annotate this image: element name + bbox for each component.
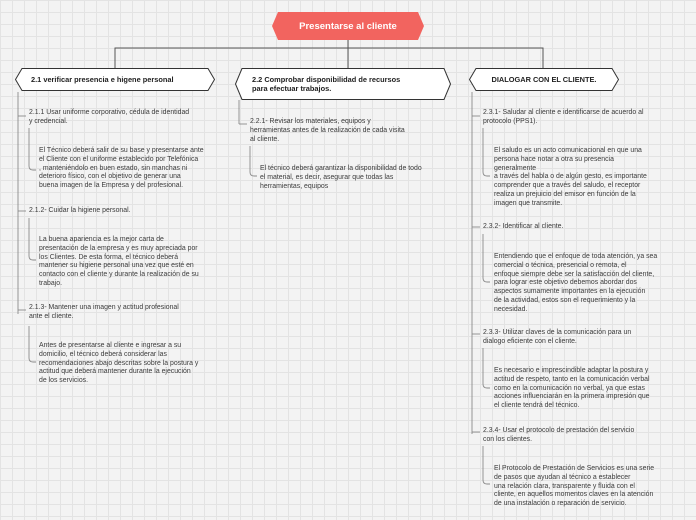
- root-node-title[interactable]: Presentarse al cliente: [299, 20, 397, 32]
- branch-3-label[interactable]: DIALOGAR CON EL CLIENTE.: [491, 74, 597, 84]
- topic-2-1-2-detail: La buena apariencia es la mejor carta de presentación de la empresa y es muy apreciada por los Clientes. De esta forma, el técnico deberá mantener su higiene personal una vez que esté en contacto con el cliente y durante la realización de su trabajo.: [39, 236, 199, 287]
- topic-2-1-3[interactable]: 2.1.3- Mantener una imagen y actitud profesional ante el cliente.: [29, 304, 179, 320]
- branch-1-label[interactable]: 2.1 verificar presencia e higene personal: [31, 74, 174, 84]
- topic-2-2-1[interactable]: 2.2.1- Revisar los materiales, equipos y herramientas antes de la realización de cada visita al cliente.: [250, 118, 405, 143]
- topic-2-1-2[interactable]: 2.1.2- Cuidar la higiene personal.: [29, 207, 131, 214]
- topic-2-1-1-detail: El Técnico deberá salir de su base y presentarse ante el Cliente con el uniforme establecido por Telefónica , manteniéndolo en buen estado, sin manchas ni deterioro físico, con el objetivo de generar una buena imagen de la Empresa y del profesional.: [39, 147, 204, 190]
- topic-2-3-1-detail: El saludo es un acto comunicacional en que una persona hace notar a otra su presencia generalmente a través del habla o de algún gesto, es importante comprender que a través del saludo, el receptor realiza un prejuicio del emisor en función de la imagen que transmite.: [494, 147, 647, 207]
- topic-2-3-4-detail: El Protocolo de Prestación de Servicios es una serie de pasos que ayudan al técnico a establecer una relación clara, transparente y fluida con el cliente, en aquellos momentos claves en la atención de una instalación o reparación de servicio.: [494, 465, 655, 508]
- topic-2-3-3-detail: Es necesario e imprescindible adaptar la postura y actitud de respeto, tanto en la comunicación verbal como en la comunicación no verbal, ya que estas acciones influenciarán en la primera impresión que el cliente tendrá del técnico.: [494, 367, 650, 410]
- topic-2-2-1-detail: El técnico deberá garantizar la disponibilidad de todo el material, es decir, asegurar que todas las herramientas, equipos: [260, 165, 422, 190]
- topic-2-3-4[interactable]: 2.3.4- Usar el protocolo de prestación del servicio con los clientes.: [483, 427, 635, 443]
- topic-2-1-3-detail: Antes de presentarse al cliente e ingresar a su domicilio, el técnico deberá considerar las recomendaciones abajo descritas sobre la postura y actitud que deberá mantener durante la ejecución de los servicios.: [39, 342, 199, 385]
- topic-2-3-3[interactable]: 2.3.3- Utilizar claves de la comunicación para un dialogo eficiente con el cliente.: [483, 329, 632, 345]
- topic-2-3-2[interactable]: 2.3.2- Identificar al cliente.: [483, 223, 564, 230]
- topic-2-3-1[interactable]: 2.3.1- Saludar al cliente e identificarse de acuerdo al protocolo (PPS1).: [483, 109, 644, 125]
- topic-2-1-1[interactable]: 2.1.1 Usar uniforme corporativo, cédula de identidad y credencial.: [29, 109, 190, 125]
- branch-2-label[interactable]: 2.2 Comprobar disponibilidad de recursos para efectuar trabajos.: [252, 74, 401, 93]
- topic-2-3-2-detail: Entendiendo que el enfoque de toda atención, ya sea comercial o técnica, presencial o remota, el enfoque siempre debe ser la satisfacción del cliente, para lograr este objetivo debemos abordar dos aspectos sumamente importantes en la ejecución de la actividad, estos son el requerimiento y la necesidad.: [494, 253, 658, 313]
